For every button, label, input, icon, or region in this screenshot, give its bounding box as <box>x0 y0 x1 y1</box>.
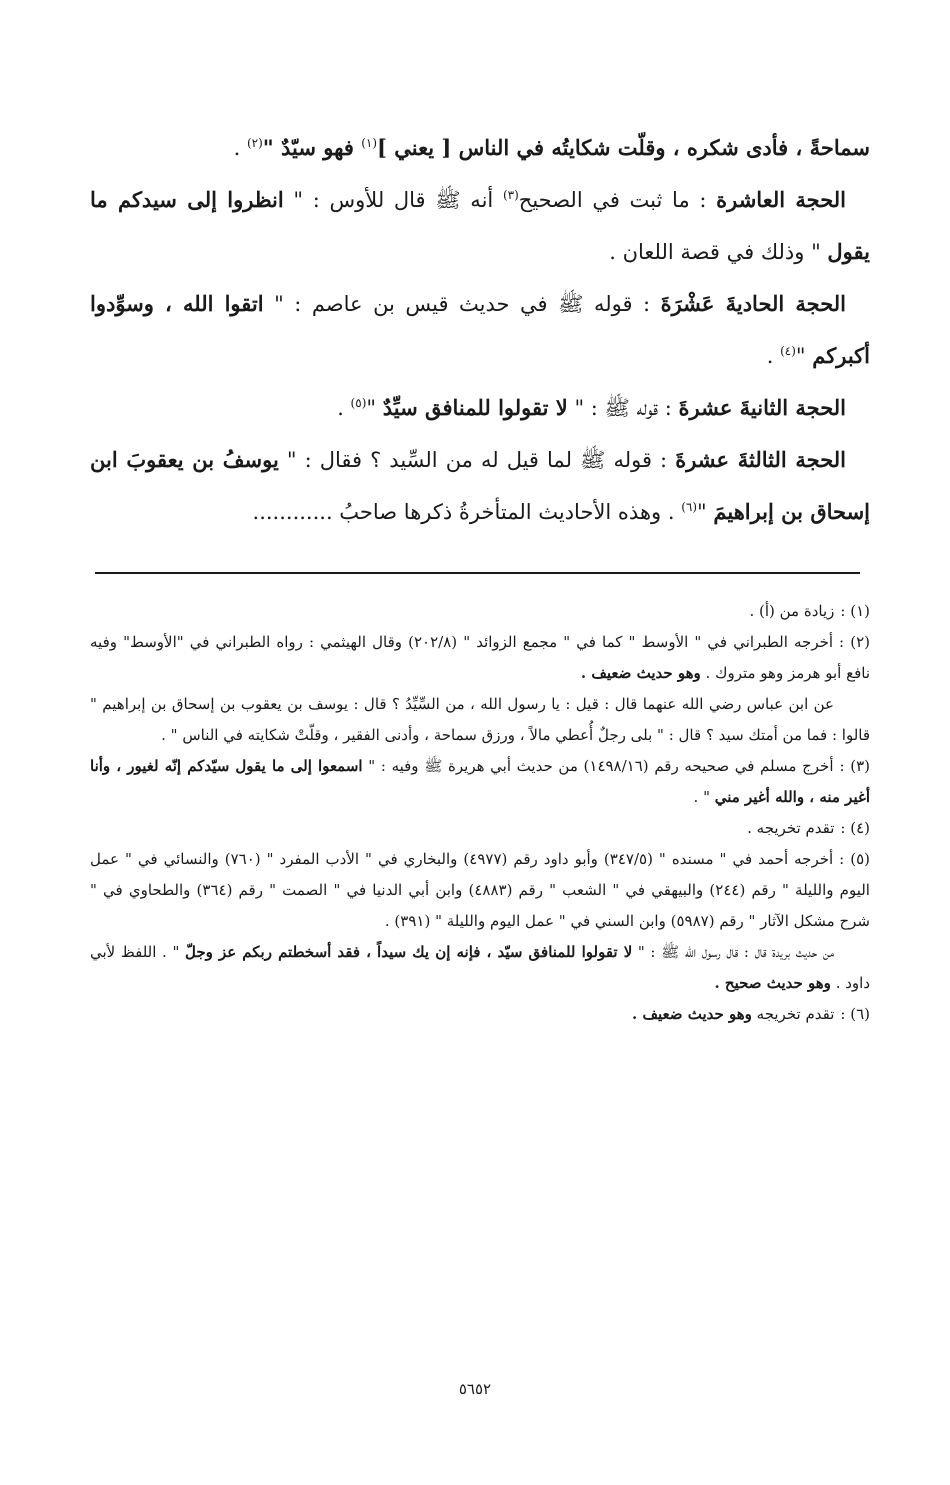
proof-10-text-c: " وذلك في قصة اللعان . <box>609 240 828 264</box>
footnote-2-hadith-text: عن ابن عباس رضي الله عنهما قال : قيل : يا رسول الله ، من السِّيِّدُ ؟ قال : يوسف بن يعقوب بن إسحاق بن إبراهيم " قالوا : فما من أمتك سيد ؟ قال : " بلى رجلٌ أُعطي مالاً ، ورزق سماحة ، وأدنى الفقير ، وقلّتْ شكايته في الناس " . <box>90 695 870 744</box>
footnote-4-text: تقدم تخريجه . <box>747 819 835 837</box>
proof-11-text-b: " <box>795 344 813 368</box>
footnote-5-hadith <box>90 937 870 999</box>
footnote-3-tail: " . <box>693 788 715 806</box>
footnote-6-text: تقدم تخريجه <box>751 1005 835 1023</box>
footnote-5-hadith-text: من حديث بريدة قال : قال رسول الله ﷺ : " <box>632 943 834 961</box>
footnote-ref-2: (٢) <box>246 136 263 150</box>
paragraph-10th-proof <box>90 174 870 278</box>
paragraph-1-end: . <box>233 136 247 160</box>
proof-13-text-a: : قوله ﷺ لما قيل له من السِّيد ؟ فقال : " <box>278 448 676 472</box>
footnote-3 <box>90 751 870 813</box>
footnote-ref-4: (٤) <box>780 344 796 358</box>
footnote-4-number: (٤) : <box>840 819 870 837</box>
footnote-ref-3: (٣) <box>502 188 519 202</box>
footnote-2-number: (٢) : <box>839 633 870 651</box>
footnote-3-quote: اسمعوا إلى ما يقول سيّدكم إنّه لغيور ، وأنا أغير منه ، والله أغير مني <box>90 757 870 806</box>
proof-13-text-b: " <box>697 500 714 524</box>
footnote-5-number: (٥) : <box>839 850 870 868</box>
paragraph-1-text: سماحةً ، فأدى شكره ، وقلّت شكايتُه في الناس [ يعني ] <box>377 135 870 160</box>
footnote-3-text: أخرج مسلم في صحيحه رقم (١٤٩٨/١٦) من حديث أبي هريرة ﷺ وفيه : " <box>362 757 834 775</box>
proof-10-text-b: أنه ﷺ قال للأوس : " <box>283 188 503 212</box>
paragraph-11th-proof <box>90 278 870 382</box>
footnote-4 <box>90 813 870 844</box>
paragraph-13th-proof <box>90 434 870 538</box>
footnote-ref-1: (١) <box>361 136 378 150</box>
footnote-5-quote: لا تقولوا للمنافق سيّد ، فإنه إن يك سيداً ، فقد أسخطتم ربكم عز وجلّ <box>185 943 633 961</box>
footnote-2-verdict: وهو حديث ضعيف . <box>580 664 701 682</box>
footnote-ref-5: (٥) <box>350 396 367 410</box>
proof-13-quote: يوسفُ بن يعقوبَ ابن إسحاق بن إبراهيمَ <box>90 447 870 524</box>
proof-10-quote: انظروا إلى سيدكم ما يقول <box>90 187 870 264</box>
proof-12-quote: لا تقولوا للمنافق سيِّدٌ <box>382 395 568 420</box>
footnote-3-number: (٣) : <box>839 757 870 775</box>
proof-12-label: الحجة الثانيةَ عشرةَ <box>678 395 846 420</box>
proof-10-text-a: : ما ثبت في الصحيح <box>518 188 717 212</box>
proof-10-label: الحجة العاشرة <box>716 187 846 212</box>
paragraph-1 <box>90 122 870 174</box>
proof-13-label: الحجة الثالثةَ عشرةَ <box>675 447 846 472</box>
proof-12-text-c: . <box>337 396 351 420</box>
footnote-divider <box>95 572 860 574</box>
footnote-6-number: (٦) : <box>840 1005 870 1023</box>
proof-13-text-c: . وهذه الأحاديث المتأخرةُ ذكرها صاحبُ ............ <box>252 500 682 524</box>
main-text <box>90 122 870 538</box>
paragraph-1-text-b: فهو سيّدٌ " <box>262 135 362 160</box>
footnote-5 <box>90 844 870 937</box>
proof-11-text-c: . <box>766 344 781 368</box>
footnote-6-verdict: وهو حديث ضعيف . <box>632 1005 752 1023</box>
proof-12-text-a: : قوله ﷺ : " <box>567 396 679 420</box>
footnote-6 <box>90 999 870 1030</box>
footnote-2-text: أخرجه الطبراني في " الأوسط " كما في " مجمع الزوائد " (٢٠٢/٨) وقال الهيثمي : رواه الطبراني في "الأوسط" وفيه نافع أبو هرمز وهو متروك . <box>90 633 870 682</box>
proof-11-label: الحجة الحاديةَ عَشْرَةَ <box>660 291 846 316</box>
footnote-2-hadith <box>90 689 870 751</box>
footnote-5-verdict: وهو حديث صحيح . <box>714 974 831 992</box>
footnote-5-mid: " . اللفظ لأبي داود . <box>90 943 870 992</box>
proof-11-quote: اتقوا الله ، وسوِّدوا أكبركم <box>90 291 870 368</box>
paragraph-12th-proof <box>90 382 870 434</box>
footnote-1-number: (١) : <box>840 602 870 620</box>
proof-12-text-b: " <box>366 396 383 420</box>
footnote-1 <box>90 596 870 627</box>
footnotes <box>90 596 870 1030</box>
page-number: ٥٦٥٢ <box>458 1380 492 1398</box>
footnote-5-text: أخرجه أحمد في " مسنده " (٣٤٧/٥) وأبو داود رقم (٤٩٧٧) والبخاري في " الأدب المفرد " (٧٦٠) والنسائي في " عمل اليوم والليلة " رقم (٢٤٤) والبيهقي في " الشعب " رقم (٤٨٨٣) وابن أبي الدنيا في " الصمت " رقم (٣٦٤) والطحاوي في " شرح مشكل الآثار " رقم (٥٩٨٧) وابن السني في " عمل اليوم والليلة " (٣٩١) . <box>90 850 870 930</box>
footnote-2 <box>90 627 870 689</box>
footnote-ref-6: (٦) <box>681 500 698 514</box>
footnote-1-text: زيادة من (أ) . <box>749 602 835 620</box>
proof-11-text-a: : قوله ﷺ في حديث قيس بن عاصم : " <box>263 292 661 316</box>
